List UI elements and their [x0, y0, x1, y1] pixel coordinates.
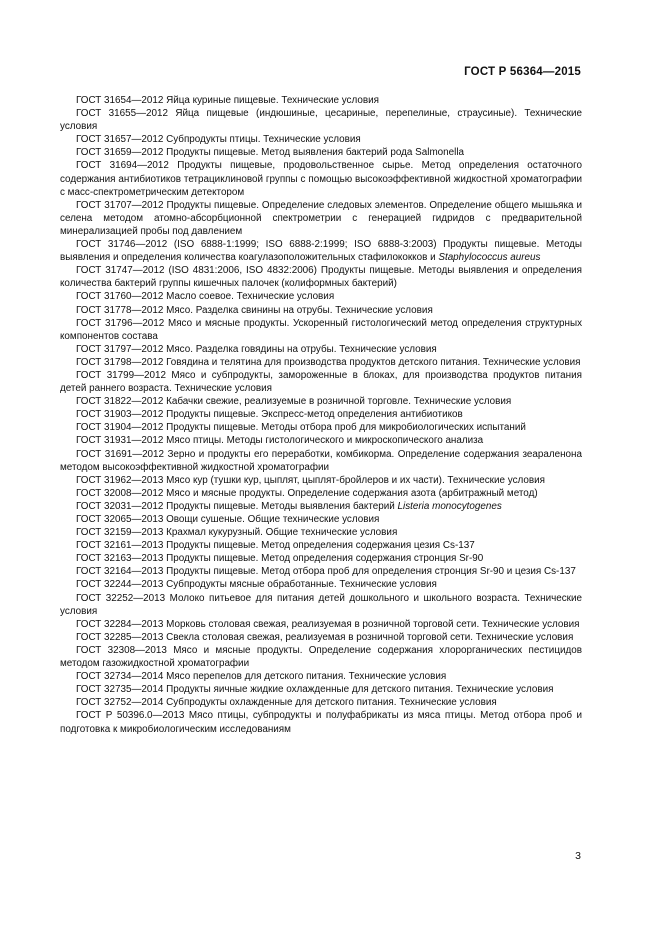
document-id-header: ГОСТ Р 56364—2015: [464, 66, 581, 78]
standard-code: ГОСТ 31657—2012: [76, 134, 164, 146]
reference-entry: [60, 107, 582, 133]
standard-title: Мясо кур (тушки кур, цыплят, цыплят-бройлеров и их части). Технические условия: [166, 474, 545, 486]
reference-entry: [60, 670, 582, 683]
reference-entry: [60, 356, 582, 369]
standard-code: ГОСТ 31655—2012: [76, 108, 168, 120]
standard-title: Продукты пищевые. Определение следовых элементов. Определение общего мышьяка и селена методом атомно-абсорбционной спектрометрии с генерацией гидридов с предварительной минерализацией пробы под давлением: [60, 199, 582, 237]
reference-entry: [60, 421, 582, 434]
standard-title-italic: Listeria monocytogenes: [397, 500, 502, 512]
standard-title: Мясо и мясные продукты. Ускоренный гистологический метод определения структурных компонентов состава: [60, 317, 583, 342]
standard-title: Мясо птицы, субпродукты и полуфабрикаты из мяса птицы. Метод отбора проб и подготовка к микробиологическим исследованиям: [60, 710, 583, 735]
standard-code: ГОСТ 32308—2013: [76, 644, 167, 656]
standard-code: ГОСТ 31903—2012: [76, 409, 164, 421]
reference-entry: [60, 552, 582, 565]
standard-title: Говядина и телятина для производства продуктов детского питания. Технические условия: [166, 356, 581, 368]
standard-code: ГОСТ 31904—2012: [76, 422, 164, 434]
standard-code: ГОСТ 32008—2012: [76, 487, 164, 499]
page-number: 3: [575, 850, 581, 862]
standard-title: Зерно и продукты его переработки, комбикорма. Определение содержания зеараленона методом высокоэффективной жидкостной хроматографии: [60, 448, 582, 473]
standard-title: Продукты пищевые. Методы отбора проб для микробиологических испытаний: [166, 422, 526, 434]
reference-entry: [60, 474, 582, 487]
standard-code: ГОСТ 31931—2012: [76, 435, 164, 447]
standard-title: Масло соевое. Технические условия: [166, 291, 335, 303]
standard-title: Молоко питьевое для питания детей дошкольного и школьного возраста. Технические условия: [60, 592, 583, 617]
standard-title: Мясо. Разделка говядины на отрубы. Технические условия: [166, 343, 437, 355]
standard-title: Продукты пищевые. Экспресс-метод определения антибиотиков: [166, 409, 463, 421]
standard-title: Мясо перепелов для детского питания. Технические условия: [166, 671, 447, 683]
standard-title: Крахмал кукурузный. Общие технические условия: [166, 527, 398, 539]
standard-code: ГОСТ 31962—2013: [76, 474, 164, 486]
standard-code: ГОСТ 31659—2012: [76, 147, 164, 159]
standard-code: ГОСТ 31799—2012: [76, 369, 166, 381]
standard-code: ГОСТ 32244—2013: [76, 579, 164, 591]
reference-entry: [60, 317, 582, 343]
standard-title: Субпродукты птицы. Технические условия: [166, 134, 361, 146]
standard-title: Мясо и мясные продукты. Определение содержания азота (арбитражный метод): [166, 487, 538, 499]
standard-title: Яйца пищевые (индюшиные, цесариные, перепелиные, страусиные). Технические условия: [60, 108, 582, 133]
standard-title: (ISO 6888-1:1999; ISO 6888-2:1999; ISO 6888-3:2003) Продукты пищевые. Методы выявления и определения количества коагулазоположительных стафилококков и: [60, 239, 583, 264]
reference-entry: [60, 146, 582, 159]
standard-code: ГОСТ 32285—2013: [76, 631, 164, 643]
standard-code: ГОСТ 32735—2014: [76, 684, 164, 696]
reference-entry: [60, 565, 582, 578]
reference-entry: [60, 159, 582, 198]
reference-entry: [60, 133, 582, 146]
reference-entry: [60, 290, 582, 303]
standard-title: Субпродукты мясные обработанные. Технические условия: [166, 579, 437, 591]
reference-entry: [60, 395, 582, 408]
reference-entry: [60, 199, 582, 238]
standard-title: Продукты яичные жидкие охлажденные для детского питания. Технические условия: [166, 684, 554, 696]
standard-code: ГОСТ 31797—2012: [76, 343, 164, 355]
reference-entry: [60, 434, 582, 447]
standard-title: Овощи сушеные. Общие технические условия: [166, 514, 380, 525]
standard-code: ГОСТ 31654—2012: [76, 95, 164, 106]
standard-title: (ISO 4831:2006, ISO 4832:2006) Продукты пищевые. Методы выявления и определения количества бактерий группы кишечных палочек (колиформных бактерий): [60, 265, 583, 290]
standard-title: Продукты пищевые, продовольственное сырье. Метод определения остаточного содержания антибиотиков тетрациклиновой группы с помощью высокоэффективной жидкостной хроматографии с масс-спектрометрическим детектором: [60, 160, 583, 198]
reference-entry: [60, 709, 582, 735]
standard-code: ГОСТ 31694—2012: [76, 160, 169, 172]
standard-code: ГОСТ 31707—2012: [76, 199, 164, 211]
standard-code: ГОСТ 32284—2013: [76, 618, 164, 630]
standard-title: Мясо и мясные продукты. Определение содержания хлорорганических пестицидов методом газожидкостной хроматографии: [60, 644, 582, 670]
standard-title: Яйца куриные пищевые. Технические условия: [166, 95, 379, 106]
standard-code: ГОСТ 32252—2013: [76, 592, 166, 604]
standard-title: Продукты пищевые. Методы выявления бактерий: [166, 500, 395, 512]
standard-code: ГОСТ 32752—2014: [76, 697, 164, 709]
reference-entry: [60, 343, 582, 356]
standard-code: ГОСТ 32159—2013: [76, 527, 164, 539]
reference-entry: [60, 592, 582, 618]
standard-code: ГОСТ 32031—2012: [76, 500, 164, 512]
standard-title: Мясо птицы. Методы гистологического и микроскопического анализа: [166, 435, 484, 447]
reference-entry: [60, 513, 582, 526]
standard-code: ГОСТ Р 50396.0—2013: [76, 710, 185, 722]
standard-code: ГОСТ 32161—2013: [76, 540, 164, 552]
standard-code: ГОСТ 31822—2012: [76, 396, 164, 408]
standard-code: ГОСТ 32163—2013: [76, 553, 164, 565]
standard-code: ГОСТ 31760—2012: [76, 291, 164, 303]
standard-title: Продукты пищевые. Метод определения содержания цезия Cs-137: [166, 540, 475, 552]
standard-code: ГОСТ 31798—2012: [76, 356, 164, 368]
standard-title: Продукты пищевые. Метод выявления бактерий рода Salmonella: [166, 147, 465, 159]
standard-title-italic: Staphylococcus aureus: [438, 252, 541, 264]
reference-entry: [60, 539, 582, 552]
standard-title: Кабачки свежие, реализуемые в розничной торговле. Технические условия: [166, 396, 512, 408]
reference-entry: [60, 408, 582, 421]
reference-entry: [60, 304, 582, 317]
reference-entry: [60, 683, 582, 696]
standard-title: Субпродукты охлажденные для детского питания. Технические условия: [166, 697, 497, 709]
standard-code: ГОСТ 31796—2012: [76, 317, 165, 329]
standard-code: ГОСТ 32164—2013: [76, 566, 164, 578]
reference-entry: [60, 618, 582, 631]
reference-entry: [60, 631, 582, 644]
reference-entry: [60, 696, 582, 709]
reference-entry: [60, 94, 582, 107]
standard-title: Мясо. Разделка свинины на отрубы. Технические условия: [166, 304, 433, 316]
standard-title: Продукты пищевые. Метод определения содержания стронция Sr-90: [166, 553, 484, 565]
reference-entry: [60, 238, 582, 264]
reference-entry: [60, 526, 582, 539]
reference-entry: [60, 487, 582, 500]
standard-code: ГОСТ 32734—2014: [76, 671, 164, 683]
standard-code: ГОСТ 31746—2012: [76, 239, 168, 251]
standard-title: Мясо и субпродукты, замороженные в блоках, для производства продуктов питания детей раннего возраста. Технические условия: [60, 369, 582, 395]
reference-entry: [60, 369, 582, 395]
reference-entry: [60, 264, 582, 290]
standard-code: ГОСТ 31778—2012: [76, 304, 164, 316]
normative-references-list: [60, 94, 582, 736]
standard-title: Продукты пищевые. Метод отбора проб для определения стронция Sr-90 и цезия Cs-137: [166, 566, 576, 578]
reference-entry: [60, 578, 582, 591]
standard-title: Свекла столовая свежая, реализуемая в розничной торговой сети. Технические условия: [166, 631, 574, 643]
standard-code: ГОСТ 31691—2012: [76, 448, 165, 460]
reference-entry: [60, 500, 582, 513]
standard-code: ГОСТ 32065—2013: [76, 514, 164, 525]
reference-entry: [60, 644, 582, 670]
reference-entry: [60, 448, 582, 474]
standard-code: ГОСТ 31747—2012: [76, 265, 165, 277]
standard-title: Морковь столовая свежая, реализуемая в розничной торговой сети. Технические условия: [166, 618, 580, 630]
